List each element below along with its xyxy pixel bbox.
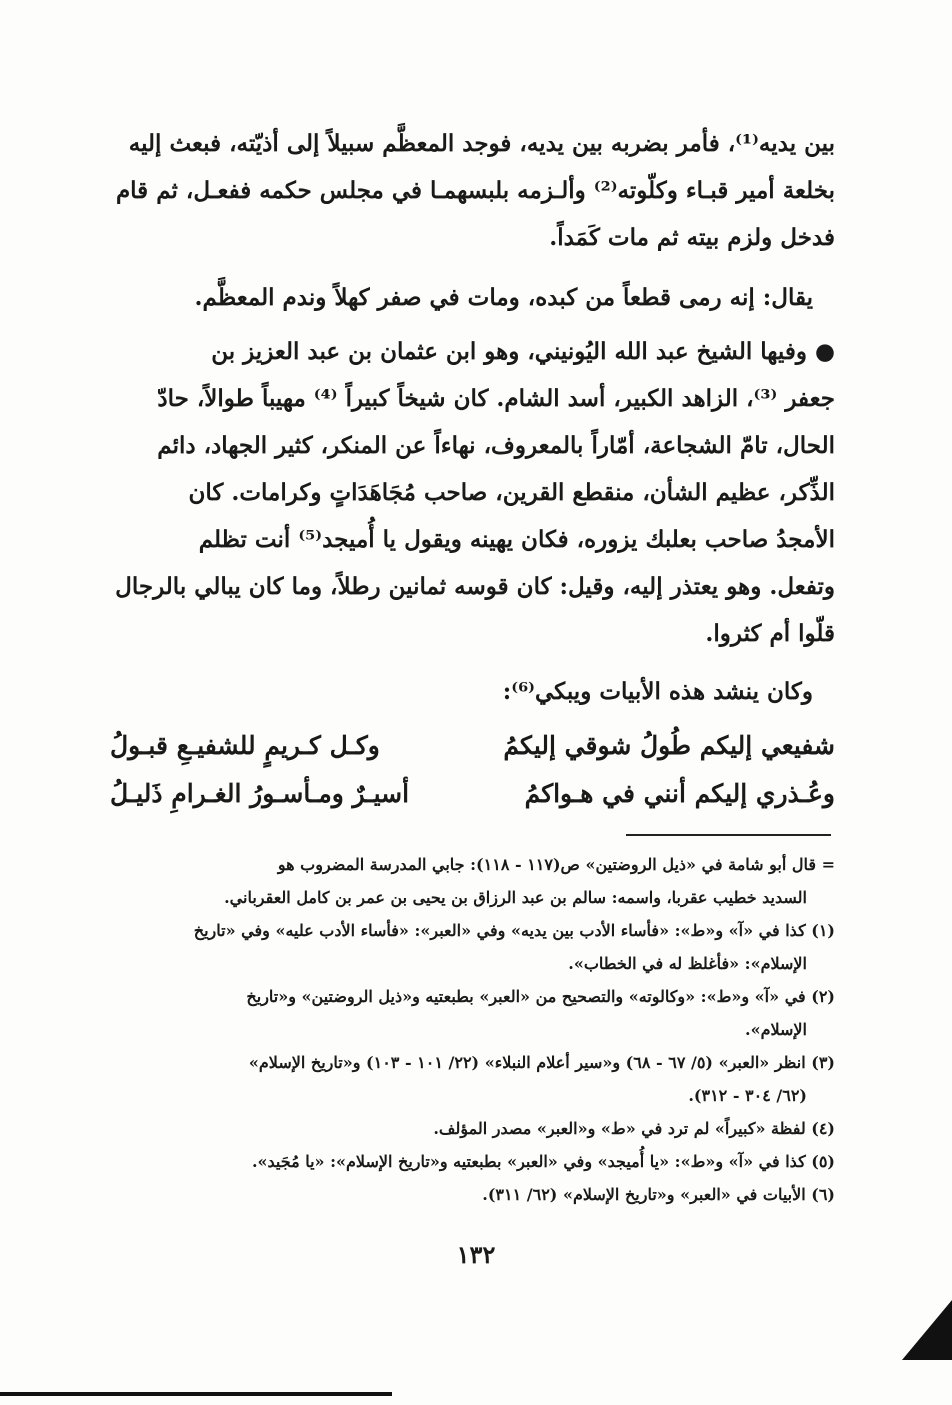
text-line: بين يديه⁽¹⁾، فأمر بضربه بين يديه، فوجد المعظَّم سبيلاً إلى أذيّته، فبعث إليه <box>128 130 835 157</box>
footnotes <box>110 848 835 1211</box>
footnote-line: (٢) في «آ» و«ط»: «وكالوته» والتصحيح من «العبر» بطبعتيه و«ذيل الروضتين» و«تاريخ <box>246 987 835 1006</box>
text-line: وتفعل. وهو يعتذر إليه، وقيل: كان قوسه ثمانين رطلاً، وما كان يبالي بالرجال <box>115 573 835 600</box>
poem <box>110 722 835 818</box>
footnote-separator <box>626 834 831 836</box>
footnote-line: الإسلام»: «فأغلظ له في الخطاب». <box>568 954 807 973</box>
text-line: وكان ينشد هذه الأبيات ويبكي⁽⁶⁾: <box>502 678 813 705</box>
text-line: ● وفيها الشيخ عبد الله اليُونيني، وهو ابن عثمان بن عبد العزيز بن <box>211 338 835 365</box>
footnote-line: (٥) كذا في «آ» و«ط»: «يا أُميجد» وفي «العبر» بطبعتيه و«تاريخ الإسلام»: «يا مُجَيد». <box>251 1152 835 1171</box>
text-line: قلّوا أم كثروا. <box>705 620 835 647</box>
paragraph-1 <box>110 120 835 261</box>
poem-first-hemistich: شفيعي إليكم طُولُ شوقي إليكمُ <box>503 731 835 760</box>
text-line: بخلعة أمير قبـاء وكلّوته⁽²⁾ وألـزمه بلبسهمـا في مجلس حكمه ففعـل، ثم قام <box>115 177 835 204</box>
footnote-line: السديد خطيب عقربا، واسمه: سالم بن عبد الرزاق بن يحيى بن عمر بن كامل العقرباني. <box>224 888 807 907</box>
text-line: جعفر ⁽³⁾، الزاهد الكبير، أسد الشام. كان شيخاً كبيراً ⁽⁴⁾ مهيباً طوالاً، حادّ <box>157 385 835 412</box>
footnote-line: (٦٢/ ٣٠٤ - ٣١٢). <box>688 1086 807 1105</box>
poem-first-hemistich: وعُـذري إليكم أنني في هـواكمُ <box>524 779 835 808</box>
page-number: ١٣٢ <box>456 1240 496 1269</box>
footnote-line: (٣) انظر «العبر» (٥/ ٦٧ - ٦٨) و«سير أعلام النبلاء» (٢٢/ ١٠١ - ١٠٣) و«تاريخ الإسلام» <box>248 1053 835 1072</box>
footnote-line: (٦) الأبيات في «العبر» و«تاريخ الإسلام» (٦٢/ ٣١١). <box>482 1185 835 1204</box>
poem-second-hemistich: وكـل كـريمٍ للشفيـعِ قبـولُ <box>110 731 380 760</box>
text-line: الحال، تامّ الشجاعة، أمّاراً بالمعروف، نهاءاً عن المنكر، كثير الجهاد، دائم <box>157 432 835 459</box>
poem-verse <box>110 770 835 818</box>
paragraph-2 <box>110 274 835 321</box>
footnote-line: = قال أبو شامة في «ذيل الروضتين» ص(١١٧ - ١١٨): جابي المدرسة المضروب هو <box>277 855 835 874</box>
text-line: فدخل ولزم بيته ثم مات كَمَداً. <box>549 224 835 251</box>
paragraph-3 <box>110 328 835 657</box>
scan-edge-line <box>0 1392 392 1396</box>
text-line: يقال: إنه رمى قطعاً من كبده، ومات في صفر كهلاً وندم المعظَّم. <box>194 284 813 311</box>
footnote-line: (١) كذا في «آ» و«ط»: «فأساء الأدب بين يديه» وفي «العبر»: «فأساء الأدب عليه» وفي «تاريخ <box>193 921 835 940</box>
scan-corner-shadow <box>902 1300 952 1360</box>
text-line: الأمجدُ صاحب بعلبك يزوره، فكان يهينه ويقول يا أُميجد⁽⁵⁾ أنت تظلم <box>198 526 835 553</box>
paragraph-4 <box>110 668 835 715</box>
footnote-line: (٤) لفظة «كبيراً» لم ترد في «ط» و«العبر» مصدر المؤلف. <box>433 1119 835 1138</box>
footnote-line: الإسلام». <box>745 1020 807 1039</box>
poem-second-hemistich: أسيـرٌ ومـأسـورُ الغـرامِ ذَليـلُ <box>110 779 410 808</box>
text-line: الذِّكر، عظيم الشأن، منقطع القرين، صاحب مُجَاهَدَاتٍ وكرامات. كان <box>188 479 835 506</box>
poem-verse <box>110 722 835 770</box>
